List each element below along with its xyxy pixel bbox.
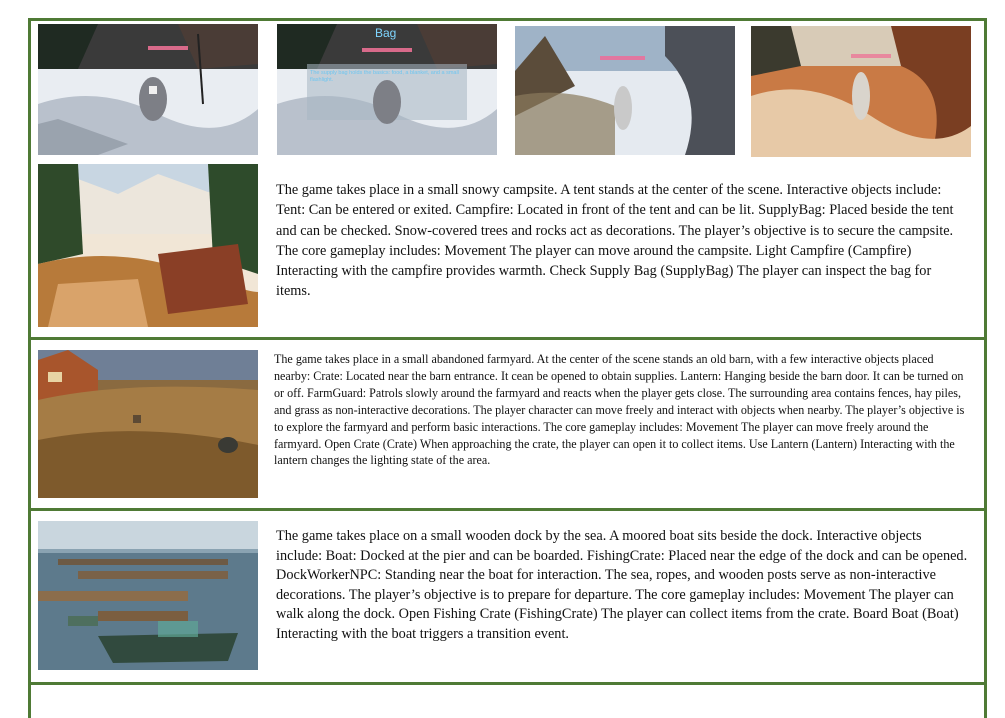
- farmyard-description: The game takes place in a small abandoned farmyard. At the center of the scene stands an old barn, with a few interactive objects placed nearby: Crate: Located near the barn entrance. It cean be opened to obtain supplies. Lantern: Hanging beside the barn door. It can be turned on or off. FarmGuard: Patrols slowly around the farmyard and reacts when the player gets close. The surrounding area contains fences, hay piles, and grass as non-interactive decorations. The player character can move freely and interact with objects when nearby. The player’s objective is to explore the farmyard and perform basic interactions. The core gameplay includes: Movement The player can move freely around the farmyard. Open Crate (Crate) When approaching the crate, the player can open it to collect items. Use Lantern (Lantern) Interacting with the lantern changes the lighting state of the area.: [274, 352, 965, 468]
- bag-overlay-text: The supply bag holds the basics: food, a blanket, and a small flashlight.: [310, 70, 459, 83]
- row-divider-2: [28, 508, 987, 511]
- dock-image: [38, 521, 258, 670]
- row-divider-3: [28, 682, 987, 685]
- snow-campsite-screenshot-2: [277, 24, 497, 155]
- farmyard-image: [38, 350, 258, 498]
- row-divider-1: [28, 337, 987, 340]
- bag-overlay-label: Bag: [375, 26, 397, 40]
- snow-campsite-description: The game takes place in a small snowy campsite. A tent stands at the center of the scene. Interactive objects include: Tent: Can be entered or exited. Campfire: Located in front of the tent and can be lit. SupplyBag: Placed beside the tent and can be checked. Snow-covered trees and rocks act as decorations. The player’s objective is to secure the campsite. The core gameplay includes: Movement The player can move around the campsite. Light Campfire (Campfire) Interacting with the campfire provides warmth. Check Supply Bag (SupplyBag) The player can inspect the bag for items.: [276, 182, 954, 300]
- snow-campsite-screenshot-1: [38, 24, 258, 155]
- snow-campsite-overview-image: [38, 164, 258, 327]
- snow-campsite-screenshot-3: [515, 26, 735, 155]
- snow-campsite-screenshot-4: [751, 26, 971, 157]
- dock-description: The game takes place on a small wooden dock by the sea. A moored boat sits beside the dock. Interactive objects include: Boat: Docked at the pier and can be boarded. FishingCrate: Placed near the edge of the dock and can be opened. DockWorkerNPC: Standing near the boat for interaction. The sea, ropes, and wooden posts serve as non-interactive decorations. The player’s objective is to prepare for departure. The core gameplay includes: Movement The player can walk along the dock. Open Fishing Crate (FishingCrate) The player can collect items from the crate. Board Boat (Boat) Interacting with the boat triggers a transition event.: [276, 528, 968, 642]
